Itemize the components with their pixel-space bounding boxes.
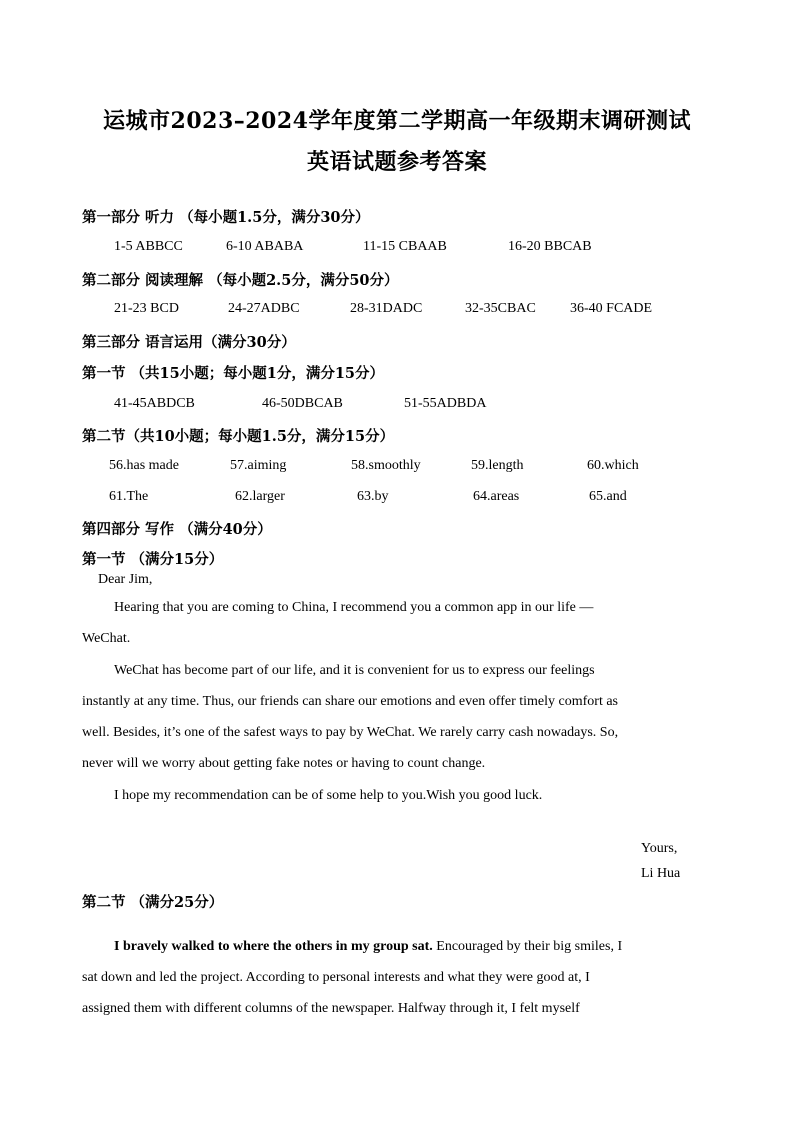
- part3-section2-answer-61: 61.The: [109, 489, 149, 504]
- part2-answer-2: 24-27ADBC: [228, 301, 300, 316]
- part2-heading: 第二部分 阅读理解 （每小题2.5分，满分50分）: [82, 272, 399, 289]
- letter-line-2: WeChat.: [82, 631, 131, 646]
- essay-lead-sentence: I bravely walked to where the others in my group sat.: [114, 939, 433, 954]
- part1-answer-1: 1-5 ABBCC: [114, 239, 183, 254]
- part2-answer-5: 36-40 FCADE: [570, 301, 653, 316]
- essay-line-3: assigned them with different columns of the newspaper. Halfway through it, I felt myself: [82, 1001, 580, 1016]
- letter-line-4: instantly at any time. Thus, our friends can share our emotions and even offer timely comfort as: [82, 694, 619, 709]
- part3-section2-heading: 第二节（共10小题；每小题1.5分，满分15分）: [82, 428, 395, 445]
- letter-line-3: WeChat has become part of our life, and it is convenient for us to express our feelings: [114, 663, 595, 678]
- part3-section2-answer-60: 60.which: [587, 458, 639, 473]
- essay-line-1: [114, 939, 712, 955]
- part3-section2-answer-56: 56.has made: [109, 458, 179, 473]
- part3-section2-answer-57: 57.aiming: [230, 458, 287, 473]
- part3-section1-answer-3: 51-55ADBDA: [404, 396, 487, 411]
- page-title: 运城市2023–2024学年度第二学期高一年级期末调研测试: [103, 108, 691, 134]
- part2-answer-3: 28-31DADC: [350, 301, 423, 316]
- part3-section2-answer-63: 63.by: [357, 489, 389, 504]
- letter-line-7: I hope my recommendation can be of some help to you.Wish you good luck.: [114, 788, 543, 803]
- part3-section1-answer-1: 41-45ABDCB: [114, 396, 195, 411]
- letter-closing: Yours,: [641, 841, 678, 856]
- part3-section2-answer-65: 65.and: [589, 489, 627, 504]
- part4-section2-heading: 第二节 （满分25分）: [82, 894, 224, 911]
- part4-heading: 第四部分 写作 （满分40分）: [82, 521, 272, 538]
- part3-section2-answer-64: 64.areas: [473, 489, 520, 504]
- part3-section1-heading: 第一节 （共15小题；每小题1分，满分15分）: [82, 365, 384, 382]
- part1-heading: 第一部分 听力 （每小题1.5分，满分30分）: [82, 209, 370, 226]
- letter-greeting: Dear Jim,: [98, 572, 153, 587]
- letter-line-6: never will we worry about getting fake notes or having to count change.: [82, 756, 486, 771]
- essay-lead-rest: Encouraged by their big smiles, I: [432, 939, 623, 954]
- part1-answer-4: 16-20 BBCAB: [508, 239, 592, 254]
- letter-line-5: well. Besides, it’s one of the safest ways to pay by WeChat. We rarely carry cash nowadays. So,: [82, 725, 619, 740]
- part1-answer-2: 6-10 ABABA: [226, 239, 304, 254]
- part3-section2-answer-62: 62.larger: [235, 489, 285, 504]
- part3-section2-answer-59: 59.length: [471, 458, 524, 473]
- letter-line-1: Hearing that you are coming to China, I recommend you a common app in our life —: [114, 600, 594, 615]
- part3-section1-answer-2: 46-50DBCAB: [262, 396, 343, 411]
- part4-section1-heading: 第一节 （满分15分）: [82, 551, 224, 568]
- page-subtitle: 英语试题参考答案: [306, 149, 487, 175]
- part1-answer-3: 11-15 CBAAB: [363, 239, 447, 254]
- essay-line-2: sat down and led the project. According to personal interests and what they were good at, I: [82, 970, 590, 985]
- part3-section2-answer-58: 58.smoothly: [351, 458, 421, 473]
- part3-heading: 第三部分 语言运用（满分30分）: [82, 334, 296, 351]
- part2-answer-1: 21-23 BCD: [114, 301, 179, 316]
- letter-signature: Li Hua: [641, 866, 681, 881]
- part2-answer-4: 32-35CBAC: [465, 301, 536, 316]
